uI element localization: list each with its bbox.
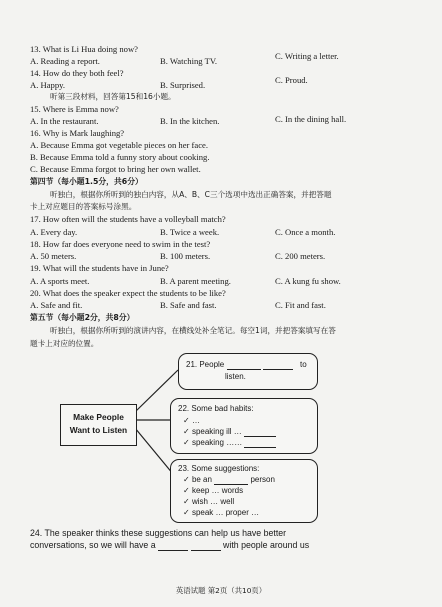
option-14-b[interactable]: B. Surprised. — [160, 80, 206, 90]
check-icon: ✓ — [183, 427, 190, 436]
check-icon: ✓ — [183, 438, 190, 447]
option-19-b[interactable]: B. A parent meeting. — [160, 276, 231, 286]
option-18-b[interactable]: B. 100 meters. — [160, 251, 211, 261]
check-icon: ✓ — [183, 508, 190, 517]
question-15: 15. Where is Emma now? — [30, 104, 119, 114]
option-19-c[interactable]: C. A kung fu show. — [275, 276, 341, 286]
box-21-to: to — [299, 360, 307, 369]
option-20-b[interactable]: B. Safe and fast. — [160, 300, 217, 310]
option-14-c[interactable]: C. Proud. — [275, 75, 308, 85]
question-13: 13. What is Li Hua doing now? — [30, 44, 138, 54]
blank-22-1[interactable] — [244, 428, 276, 437]
check-icon: ✓ — [183, 416, 190, 425]
option-19-a[interactable]: A. A sports meet. — [30, 276, 90, 286]
box-23-item-4: ✓ speak … proper … — [183, 508, 260, 517]
section-4-instructions-2: 卡上对应题目的答案标号涂黑。 — [30, 202, 137, 211]
page-footer: 英语试题 第2页（共10页） — [175, 586, 267, 595]
option-13-a[interactable]: A. Reading a report. — [30, 56, 100, 66]
option-15-b[interactable]: B. In the kitchen. — [160, 116, 220, 126]
option-16-c[interactable]: C. Because Emma forgot to bring her own wallet. — [30, 164, 201, 174]
box-22-item-3: ✓ speaking …… — [183, 437, 276, 448]
question-18: 18. How far does everyone need to swim in the test? — [30, 239, 211, 249]
section-5-instructions-1: 听独白，根据你所听到的演讲内容，在横线处补全笔记。每空1词，并把答案填写在答 — [50, 326, 336, 335]
mindmap-center-line-1: Make People — [73, 412, 124, 422]
mindmap-box-23 — [170, 459, 318, 523]
question-14: 14. How do they both feel? — [30, 68, 124, 78]
option-18-c[interactable]: C. 200 meters. — [275, 251, 326, 261]
question-19: 19. What will the students have in June? — [30, 263, 169, 273]
box-21-label: 21. People — [186, 360, 225, 369]
mindmap-center-line-2: Want to Listen — [69, 425, 128, 435]
section-5-title: 第五节（每小题2分，共8分） — [30, 313, 135, 322]
question-24-line-2: conversations, so we will have a with people around us — [30, 540, 310, 550]
question-24-line-1: 24. The speaker thinks these suggestions can help us have better — [30, 528, 287, 538]
section-4-title: 第四节（每小题1.5分，共6分） — [30, 177, 143, 186]
box-23-item-3: ✓ wish … well — [183, 497, 235, 506]
question-16: 16. Why is Mark laughing? — [30, 128, 125, 138]
check-icon: ✓ — [183, 475, 190, 484]
mindmap-box-21 — [178, 353, 318, 390]
box-23-title: 23. Some suggestions: — [178, 464, 260, 473]
option-14-a[interactable]: A. Happy. — [30, 80, 66, 90]
option-16-a[interactable]: A. Because Emma got vegetable pieces on her face. — [30, 140, 209, 150]
note-section-3: 听第三段材料，回答第15和16小题。 — [50, 92, 176, 101]
mindmap-box-22 — [170, 398, 318, 454]
option-20-a[interactable]: A. Safe and fit. — [30, 300, 83, 310]
blank-21-1[interactable] — [227, 361, 261, 370]
blank-22-2[interactable] — [244, 439, 276, 448]
option-13-c[interactable]: C. Writing a letter. — [275, 51, 339, 61]
question-20: 20. What does the speaker expect the students to be like? — [30, 288, 226, 298]
check-icon: ✓ — [183, 497, 190, 506]
box-23-item-1: ✓ be an person — [183, 475, 275, 484]
box-22-item-1: ✓ … — [183, 416, 200, 425]
option-13-b[interactable]: B. Watching TV. — [160, 56, 218, 66]
box-22-title: 22. Some bad habits: — [178, 404, 254, 413]
blank-21-2[interactable] — [263, 361, 293, 370]
section-4-instructions-1: 听独白，根据你所听到的独白内容，从A、B、C三个选项中选出正确答案，并把答题 — [50, 190, 332, 199]
box-23-item-2: ✓ keep … words — [183, 486, 244, 495]
blank-24-1[interactable] — [158, 542, 188, 551]
box-22-item-2: ✓ speaking ill … — [183, 426, 276, 437]
box-21-end: listen. — [225, 372, 246, 381]
option-15-a[interactable]: A. In the restaurant. — [30, 116, 99, 126]
option-17-a[interactable]: A. Every day. — [30, 227, 78, 237]
option-18-a[interactable]: A. 50 meters. — [30, 251, 77, 261]
section-5-instructions-2: 题卡上对应的位置。 — [30, 339, 99, 348]
option-16-b[interactable]: B. Because Emma told a funny story about cooking. — [30, 152, 210, 162]
option-17-b[interactable]: B. Twice a week. — [160, 227, 220, 237]
option-20-c[interactable]: C. Fit and fast. — [275, 300, 326, 310]
option-15-c[interactable]: C. In the dining hall. — [275, 114, 347, 124]
blank-23-1[interactable] — [214, 476, 248, 485]
mindmap-center — [60, 404, 137, 446]
blank-24-2[interactable] — [191, 542, 221, 551]
option-17-c[interactable]: C. Once a month. — [275, 227, 336, 237]
question-17: 17. How often will the students have a volleyball match? — [30, 214, 226, 224]
check-icon: ✓ — [183, 486, 190, 495]
